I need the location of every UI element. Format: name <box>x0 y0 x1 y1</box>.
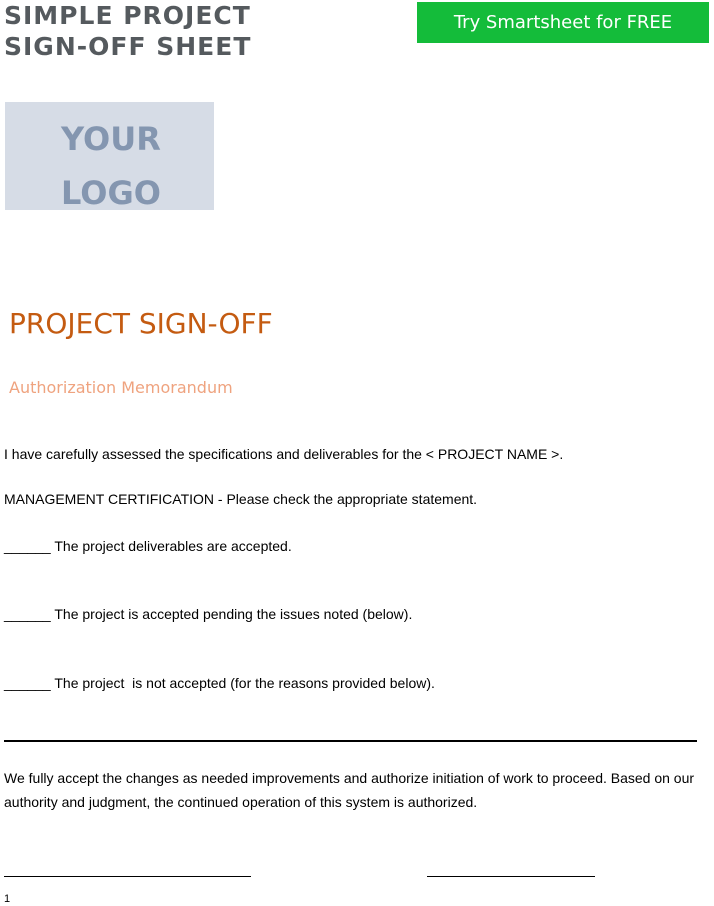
option-accepted: ______ The project deliverables are accepted. <box>4 538 292 554</box>
page-number: 1 <box>4 893 11 905</box>
option-accepted-pending: ______ The project is accepted pending the issues noted (below). <box>4 606 413 622</box>
try-smartsheet-button[interactable]: Try Smartsheet for FREE <box>417 2 709 43</box>
logo-text-line-1: YOUR <box>61 120 161 158</box>
sheet-title-line-1: SIMPLE PROJECT <box>4 1 251 30</box>
sheet-title <box>4 0 334 62</box>
section-divider <box>4 740 697 742</box>
logo-text-line-2: LOGO <box>61 174 161 212</box>
logo-text <box>61 112 161 220</box>
signature-line-left <box>4 876 251 877</box>
sheet-title-line-2: SIGN-OFF SHEET <box>4 32 252 61</box>
document-heading: PROJECT SIGN-OFF <box>9 307 273 340</box>
document-subheading: Authorization Memorandum <box>9 378 233 397</box>
authorization-statement: We fully accept the changes as needed improvements and authorize initiation of work to proceed. Based on our authority and judgment, the continued operation of this system is authorized. <box>4 770 695 810</box>
signature-line-right <box>427 876 595 877</box>
intro-paragraph: I have carefully assessed the specifications and deliverables for the < PROJECT NAME >. <box>4 446 564 462</box>
logo-placeholder <box>5 102 214 210</box>
certification-instruction: MANAGEMENT CERTIFICATION - Please check the appropriate statement. <box>4 491 478 507</box>
option-not-accepted: ______ The project is not accepted (for the reasons provided below). <box>4 675 435 691</box>
